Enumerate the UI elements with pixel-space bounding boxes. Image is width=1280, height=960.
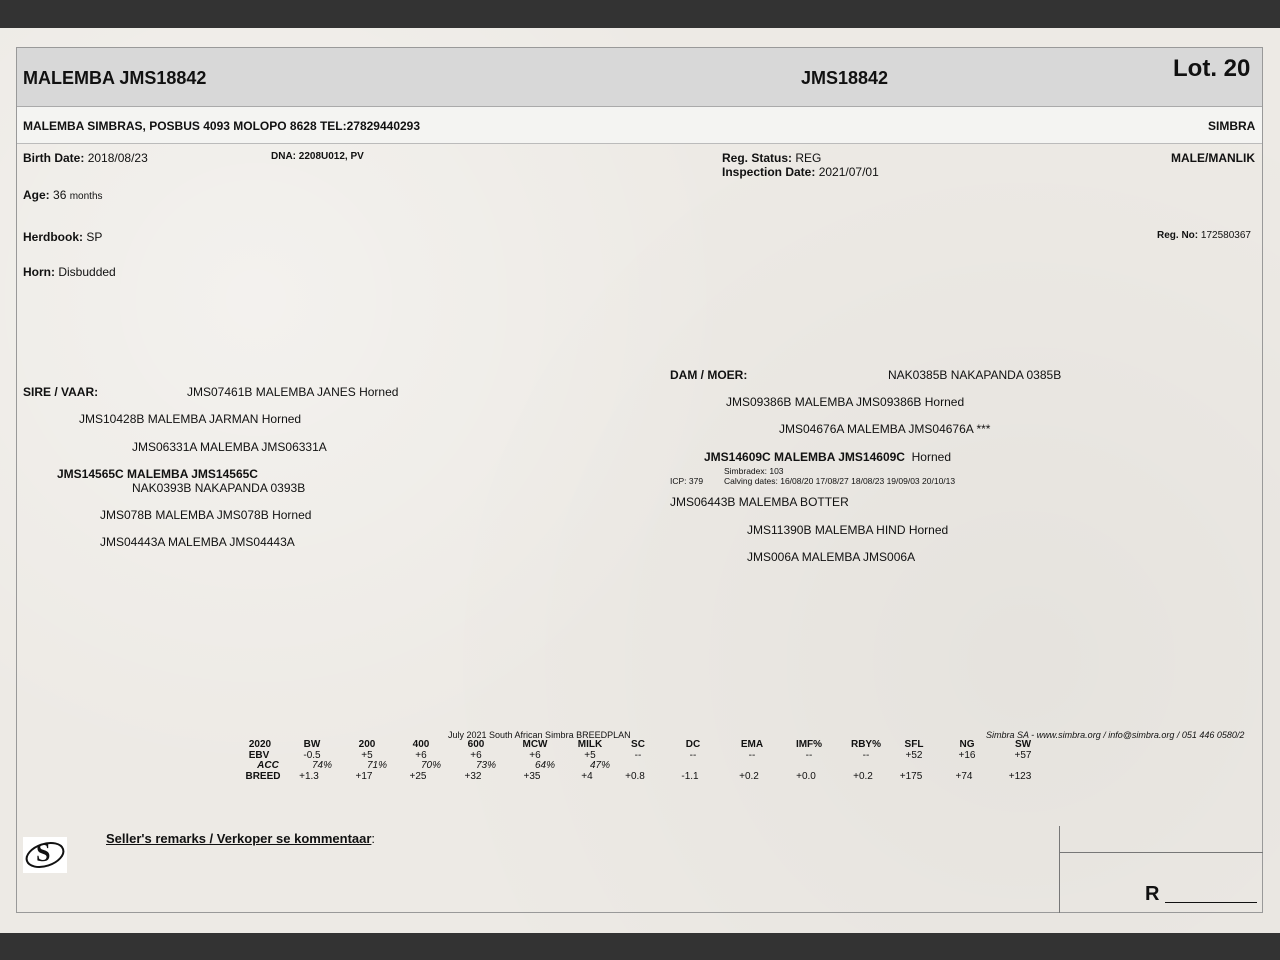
breedplan-ebv-600: +6: [470, 750, 482, 761]
reg-no-value: 172580367: [1200, 230, 1251, 241]
inspection-date-value: 2021/07/01: [818, 165, 879, 179]
breedplan-ebv-400: +6: [415, 750, 427, 761]
logo-letter: S: [36, 838, 51, 867]
birth-date-value: 2018/08/23: [87, 151, 148, 165]
sire-animal: JMS14565C MALEMBA JMS14565C: [57, 467, 258, 481]
horn-value: Disbudded: [58, 265, 116, 279]
herdbook-value: SP: [86, 230, 103, 244]
breedplan-h-rbypct: RBY%: [850, 739, 882, 750]
age-label: Age:: [23, 188, 50, 202]
birth-date: [23, 151, 148, 165]
age-value: 36: [53, 188, 67, 202]
breed-name: SIMBRA: [1208, 119, 1256, 133]
horn-label: Horn:: [23, 265, 55, 279]
row-label-ebv: EBV: [248, 750, 270, 761]
dna-info: DNA: 2208U012, PV: [271, 151, 364, 162]
breedplan-h-sfl: SFL: [904, 739, 924, 750]
breedplan-breed-milk: +4: [581, 771, 593, 782]
breedplan-breed-200: +17: [355, 771, 373, 782]
breedplan-h-600: 600: [467, 739, 485, 750]
breedplan-acc-milk: 47%: [589, 760, 611, 771]
row-label-breed: BREED: [245, 771, 281, 782]
sire-gg-dam: NAK0393B NAKAPANDA 0393B: [132, 481, 306, 495]
price-line: [1165, 902, 1257, 903]
breedplan-acc-400: 70%: [420, 760, 442, 771]
sire-grand-dam: JMS078B MALEMBA JMS078B Horned: [100, 508, 312, 522]
dam-animal-name: JMS14609C MALEMBA JMS14609C: [704, 450, 905, 464]
breedplan-h-200: 200: [358, 739, 376, 750]
breedplan-breed-sw: +123: [1008, 771, 1032, 782]
herdbook: [23, 230, 102, 244]
simbradex: Simbradex: 103: [724, 466, 784, 476]
sire-label: SIRE / VAAR:: [23, 385, 99, 399]
reg-no: [1157, 230, 1251, 241]
breedplan-ebv-ema: --: [748, 750, 756, 761]
row-label-acc: ACC: [257, 760, 279, 771]
breedplan-h-dc: DC: [685, 739, 701, 750]
seller-remarks-label: Seller's remarks / Verkoper se kommentaar: [106, 831, 372, 846]
breeder-line: MALEMBA SIMBRAS, POSBUS 4093 MOLOPO 8628 TEL:27829440293: [23, 119, 421, 133]
sire-gg-dam-2: JMS04443A MALEMBA JMS04443A: [100, 535, 295, 549]
sex: MALE/MANLIK: [1171, 151, 1255, 165]
remarks-divider-horizontal: [1059, 852, 1263, 853]
sire-gg-sire: JMS06331A MALEMBA JMS06331A: [132, 440, 327, 454]
sire-grand-sire: JMS10428B MALEMBA JARMAN Horned: [79, 412, 302, 426]
breedplan-h-imfpct: IMF%: [795, 739, 823, 750]
top-bar: [0, 0, 1280, 28]
price-label: R: [1145, 883, 1160, 905]
dam-dam: NAK0385B NAKAPANDA 0385B: [888, 368, 1062, 382]
seller-remarks-colon: :: [371, 831, 376, 846]
breedplan-ebv-mcw: +6: [529, 750, 541, 761]
breedplan-h-400: 400: [412, 739, 430, 750]
breedplan-breed-sc: +0.8: [625, 771, 645, 782]
reg-status-value: REG: [795, 151, 822, 165]
breedplan-breed-ema: +0.2: [739, 771, 759, 782]
breedplan-ebv-rbypct: --: [862, 750, 870, 761]
breedplan-ebv-sfl: +52: [905, 750, 923, 761]
breedplan-breed-rbypct: +0.2: [853, 771, 873, 782]
reg-no-label: Reg. No:: [1157, 230, 1199, 241]
breedplan-acc-200: 71%: [366, 760, 388, 771]
breedplan-h-ema: EMA: [740, 739, 764, 750]
breedplan-ebv-sw: +57: [1014, 750, 1032, 761]
age: [23, 188, 103, 202]
breedplan-breed-bw: +1.3: [299, 771, 319, 782]
seller-remarks: [106, 831, 375, 846]
breedplan-breed-ng: +74: [955, 771, 973, 782]
reg-status-label: Reg. Status:: [722, 151, 793, 165]
breedplan-breed-mcw: +35: [523, 771, 541, 782]
inspection-date: [722, 165, 879, 179]
breedplan-breed-imfpct: +0.0: [796, 771, 816, 782]
breedplan-acc-mcw: 64%: [534, 760, 556, 771]
breedplan-ebv-ng: +16: [958, 750, 976, 761]
breedplan-acc-bw: 74%: [311, 760, 333, 771]
simbra-logo: [23, 837, 67, 873]
breedplan-breed-dc: -1.1: [681, 771, 699, 782]
dam-gg-1: JMS04676A MALEMBA JMS04676A ***: [779, 422, 991, 436]
breedplan-breed-600: +32: [464, 771, 482, 782]
dam-grand-dam: JMS06443B MALEMBA BOTTER: [670, 495, 849, 509]
breedplan-h-sw: SW: [1014, 739, 1032, 750]
breedplan-h-sc: SC: [631, 739, 645, 750]
dam-animal: [704, 450, 951, 464]
lot-number: Lot. 20: [1173, 55, 1251, 82]
breedplan-h-bw: BW: [303, 739, 321, 750]
breedplan-acc-600: 73%: [475, 760, 497, 771]
row-label-year: 2020: [248, 739, 272, 750]
inspection-date-label: Inspection Date:: [722, 165, 816, 179]
breedplan-title: July 2021 South African Simbra BREEDPLAN: [448, 730, 631, 740]
age-unit: months: [69, 191, 103, 202]
breedplan-ebv-200: +5: [361, 750, 373, 761]
bottom-bar: [0, 933, 1280, 960]
breedplan-ebv-imfpct: --: [805, 750, 813, 761]
birth-date-label: Birth Date:: [23, 151, 85, 165]
breedplan-ebv-dc: --: [689, 750, 697, 761]
dam-gg-2: JMS11390B MALEMBA HIND Horned: [747, 523, 949, 537]
breedplan-h-mcw: MCW: [522, 739, 548, 750]
dam-label: DAM / MOER:: [670, 368, 748, 382]
horn: [23, 265, 116, 279]
calving-dates: Calving dates: 16/08/20 17/08/27 18/08/23 19/09/03 20/10/13: [724, 476, 956, 486]
breedplan-contact: Simbra SA - www.simbra.org / info@simbra.org / 051 446 0580/2: [986, 730, 1245, 740]
dam-gg-3: JMS006A MALEMBA JMS006A: [747, 550, 916, 564]
sire-sire: JMS07461B MALEMBA JANES Horned: [187, 385, 399, 399]
breedplan-breed-400: +25: [409, 771, 427, 782]
breedplan-ebv-sc: --: [634, 750, 642, 761]
breedplan-h-ng: NG: [959, 739, 975, 750]
breedplan-ebv-bw: -0.5: [303, 750, 321, 761]
breedplan-h-milk: MILK: [577, 739, 603, 750]
dam-animal-horn: Horned: [911, 450, 951, 464]
remarks-divider-vertical: [1059, 826, 1060, 913]
icp: ICP: 379: [670, 476, 704, 486]
animal-id: JMS18842: [801, 68, 889, 88]
breedplan-ebv-milk: +5: [584, 750, 596, 761]
dam-grand-sire: JMS09386B MALEMBA JMS09386B Horned: [726, 395, 965, 409]
herdbook-label: Herdbook:: [23, 230, 83, 244]
breedplan-breed-sfl: +175: [899, 771, 923, 782]
reg-status: [722, 151, 821, 165]
animal-name: MALEMBA JMS18842: [23, 68, 207, 88]
